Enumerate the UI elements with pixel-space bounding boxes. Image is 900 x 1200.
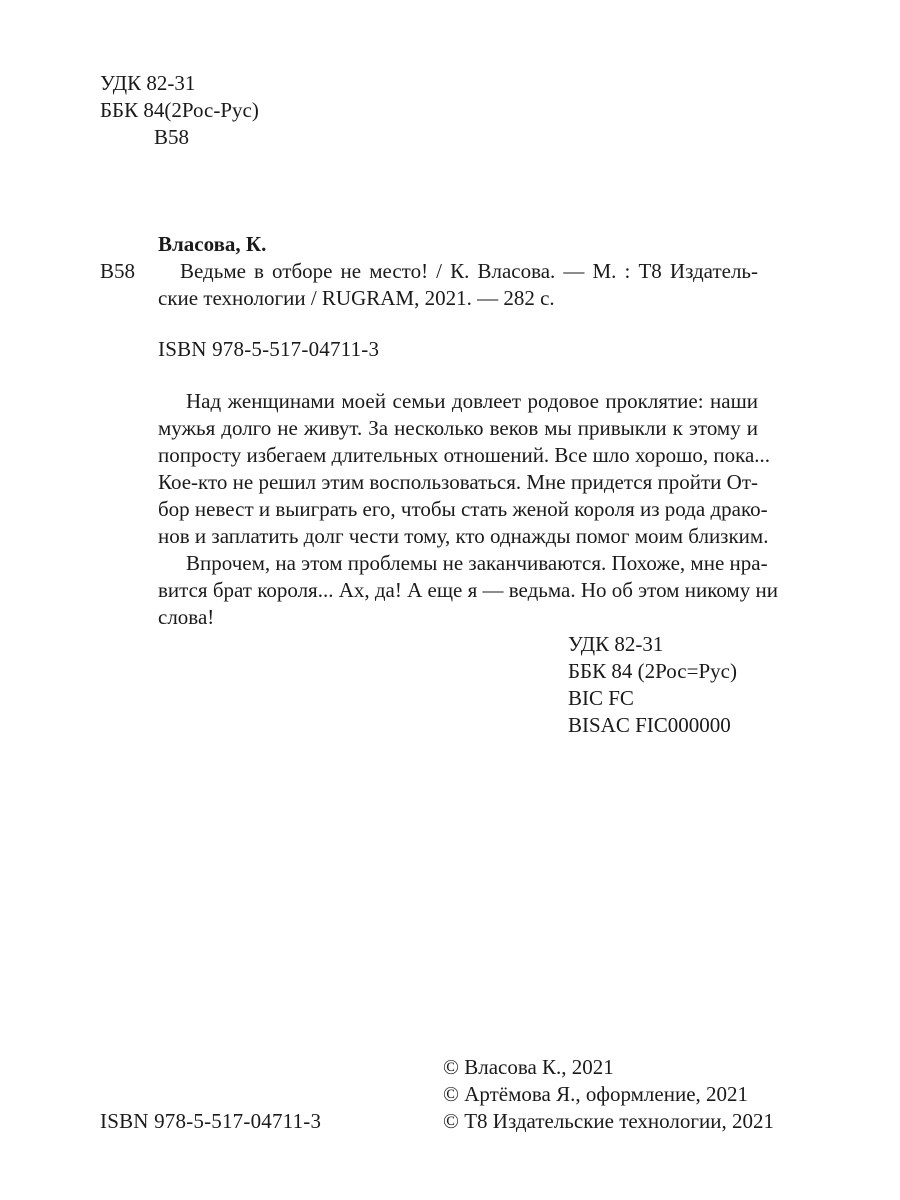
annotation-line: Кое-кто не решил этим воспользоваться. Мне придется пройти От-	[158, 470, 758, 494]
annotation-line: нов и заплатить долг чести тому, кто однажды помог моим близким.	[158, 524, 769, 548]
bibliographic-line: ские технологии / RUGRAM, 2021. — 282 с.	[158, 286, 555, 310]
udk-code: УДК 82-31	[568, 632, 664, 656]
bisac-code: BISAC FIC000000	[568, 713, 731, 737]
annotation-line: попросту избегаем длительных отношений. Все шло хорошо, пока...	[158, 443, 771, 467]
bibliographic-line: Ведьме в отборе не место! / К. Власова. — М. : Т8 Издатель-	[180, 259, 758, 283]
annotation-line: мужья долго не живут. За несколько веков мы привыкли к этому и	[158, 416, 758, 440]
annotation-line: Впрочем, на этом проблемы не заканчиваются. Похоже, мне нра-	[186, 551, 768, 575]
top-bbk-code: ББК 84(2Рос-Рус)	[100, 98, 259, 122]
classification-codes-block	[568, 631, 737, 739]
annotation-line: вится брат короля... Ах, да! А еще я — ведьма. Но об этом никому ни	[158, 578, 778, 602]
annotation-line: слова!	[158, 605, 215, 629]
annotation-line: Над женщинами моей семьи довлеет родовое проклятие: наши	[186, 389, 758, 413]
copyright-publisher: © Т8 Издательские технологии, 2021	[443, 1109, 774, 1133]
top-author-mark: В58	[154, 125, 190, 149]
catalog-author-mark: В58	[100, 259, 136, 283]
isbn-bottom: ISBN 978-5-517-04711-3	[100, 1109, 322, 1133]
top-udk-code: УДК 82-31	[100, 71, 196, 95]
copyright-block	[443, 1054, 774, 1135]
isbn-main: ISBN 978-5-517-04711-3	[158, 337, 380, 361]
copyright-design: © Артёмова Я., оформление, 2021	[443, 1082, 749, 1106]
bic-code: BIC FC	[568, 686, 634, 710]
copyright-author: © Власова К., 2021	[443, 1055, 614, 1079]
top-classification-block	[100, 70, 259, 151]
bbk-code: ББК 84 (2Рос=Рус)	[568, 659, 737, 683]
annotation-text	[158, 388, 778, 631]
bibliographic-description	[158, 258, 758, 312]
annotation-line: бор невест и выиграть его, чтобы стать женой короля из рода драко-	[158, 497, 768, 521]
author-heading: Власова, К.	[158, 232, 267, 256]
